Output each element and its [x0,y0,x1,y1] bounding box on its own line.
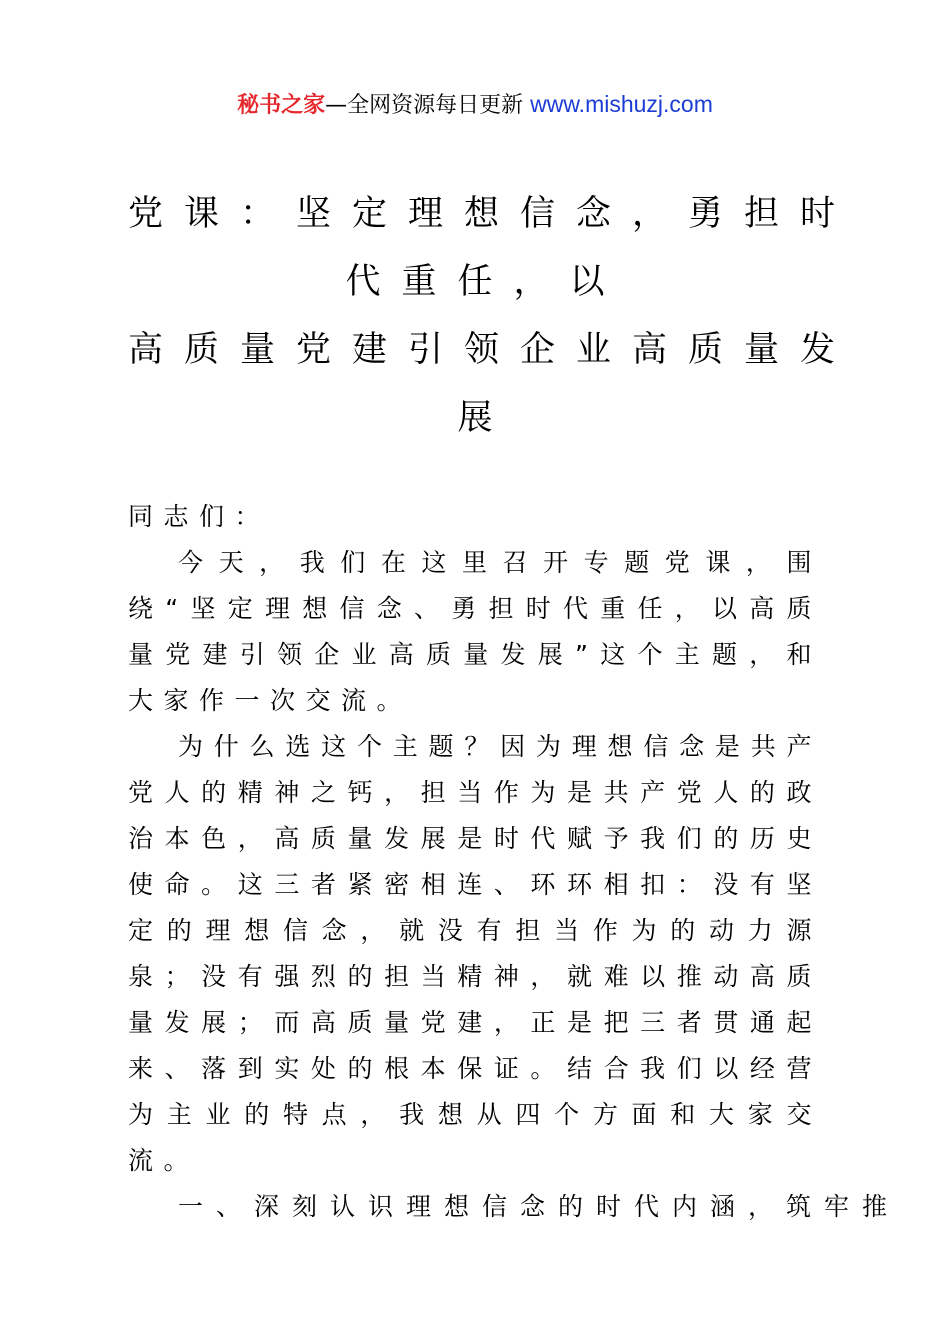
title-line: 高质量党建引领企业高质量发 [128,330,857,370]
banner-slogan: —全网资源每日更新 [325,93,524,118]
site-url-link[interactable]: www.mishuzj.com [530,91,713,117]
section-heading: 一、深刻认识理想信念的时代内涵，筑牢推 [178,1192,901,1221]
brand-name: 秘书之家 [237,93,326,118]
document-title [128,180,857,452]
salutation: 同志们： [128,502,271,531]
document-body [128,494,901,1230]
body-paragraph: 为什么选这个主题？因为理想信念是共产党人的精神之钙，担当作为是共产党人的政治本色，高质量发展是时代赋予我们的历史使命。这三者紧密相连、环环相扣：没有坚定的理想信念，就没有担当作为的动力源泉；没有强烈的担当精神，就难以推动高质量发展；而高质量党建，正是把三者贯通起来、落到实处的根本保证。结合我们以经营为主业的特点，我想从四个方面和大家交流。 [128,732,822,1175]
body-paragraph: 今天，我们在这里召开专题党课，围绕“坚定理想信念、勇担时代重任，以高质量党建引领企业高质量发展”这个主题，和大家作一次交流。 [128,548,822,715]
title-line: 展 [457,398,514,438]
title-line: 代重任，以 [345,262,626,302]
title-line: 党课：坚定理想信念，勇担时 [128,194,857,234]
site-banner [0,86,950,124]
